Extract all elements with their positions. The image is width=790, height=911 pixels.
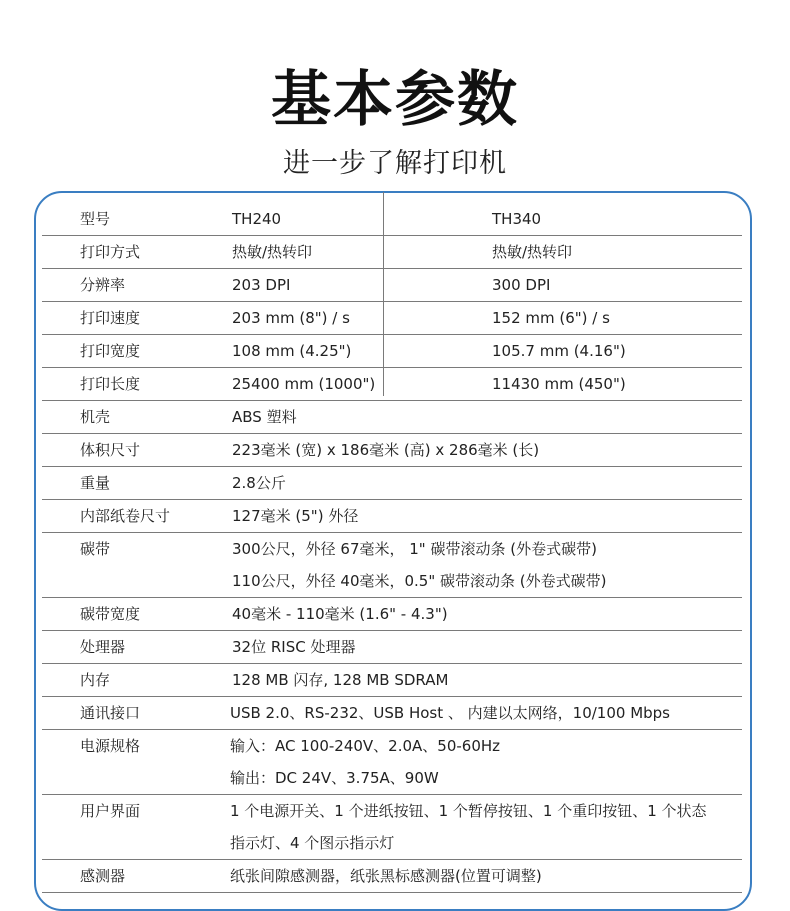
spec-value: 2.8公斤 xyxy=(232,474,286,492)
spec-label: 重量 xyxy=(80,474,111,492)
spec-row-weight xyxy=(42,467,742,500)
spec-value-th340: TH340 xyxy=(492,210,542,228)
spec-label: 内存 xyxy=(80,671,111,689)
spec-row-print-width xyxy=(42,335,742,368)
page-title: 基本参数 xyxy=(271,65,519,135)
spec-value-th240: TH240 xyxy=(232,210,282,228)
spec-label: 型号 xyxy=(80,210,111,228)
spec-value-th340: 152 mm (6") / s xyxy=(492,309,610,327)
page-subtitle: 进一步了解打印机 xyxy=(283,148,507,179)
spec-value: 127毫米 (5") 外径 xyxy=(232,507,359,525)
spec-label: 碳带 xyxy=(80,540,111,558)
spec-value-line2: 指示灯、4 个图示指示灯 xyxy=(230,834,395,852)
spec-value-th340: 300 DPI xyxy=(492,276,551,294)
spec-row-print-method xyxy=(42,236,742,269)
spec-value-line1: 输入：AC 100-240V、2.0A、50-60Hz xyxy=(230,737,501,755)
spec-value: 128 MB 闪存, 128 MB SDRAM xyxy=(232,671,449,689)
spec-value-line1: 300公尺，外径 67毫米， 1" 碳带滚动条 (外卷式碳带) xyxy=(232,540,597,558)
spec-row-ribbon xyxy=(42,533,742,598)
spec-label: 打印方式 xyxy=(80,243,141,261)
spec-row-model xyxy=(42,203,742,236)
spec-value: USB 2.0、RS-232、USB Host 、 内建以太网络，10/100 Mbps xyxy=(230,704,670,722)
spec-row-sensors xyxy=(42,860,742,893)
spec-value: 纸张间隙感测器，纸张黑标感测器(位置可调整) xyxy=(230,867,542,885)
spec-row-print-length xyxy=(42,368,742,401)
spec-label: 用户界面 xyxy=(80,802,141,820)
spec-label: 通讯接口 xyxy=(80,704,141,722)
spec-label: 电源规格 xyxy=(80,737,141,755)
spec-value-line1: 1 个电源开关、1 个进纸按钮、1 个暂停按钮、1 个重印按钮、1 个状态 xyxy=(230,802,707,820)
spec-value-th340: 11430 mm (450") xyxy=(492,375,626,393)
spec-label: 内部纸卷尺寸 xyxy=(80,507,171,525)
spec-value: 32位 RISC 处理器 xyxy=(232,638,356,656)
spec-row-processor xyxy=(42,631,742,664)
spec-value-line2: 输出：DC 24V、3.75A、90W xyxy=(230,769,439,787)
spec-row-user-interface xyxy=(42,795,742,860)
spec-row-housing xyxy=(42,401,742,434)
spec-row-ribbon-width xyxy=(42,598,742,631)
spec-value-th240: 203 mm (8") / s xyxy=(232,309,350,327)
spec-row-dimensions xyxy=(42,434,742,467)
spec-value-th340: 热敏/热转印 xyxy=(492,243,573,261)
spec-label: 打印速度 xyxy=(80,309,141,327)
spec-value-th240: 25400 mm (1000") xyxy=(232,375,376,393)
spec-row-interface xyxy=(42,697,742,730)
spec-value: 223毫米 (宽) x 186毫米 (高) x 286毫米 (长) xyxy=(232,441,540,459)
spec-label: 处理器 xyxy=(80,638,126,656)
spec-value-line2: 110公尺，外径 40毫米，0.5" 碳带滚动条 (外卷式碳带) xyxy=(232,572,607,590)
spec-label: 机壳 xyxy=(80,408,111,426)
spec-label: 分辨率 xyxy=(80,276,126,294)
spec-label: 碳带宽度 xyxy=(80,605,141,623)
spec-row-inner-roll xyxy=(42,500,742,533)
spec-value-th240: 108 mm (4.25") xyxy=(232,342,352,360)
spec-value-th340: 105.7 mm (4.16") xyxy=(492,342,626,360)
spec-row-power xyxy=(42,730,742,795)
spec-row-print-speed xyxy=(42,302,742,335)
spec-value-th240: 203 DPI xyxy=(232,276,291,294)
spec-row-resolution xyxy=(42,269,742,302)
spec-table xyxy=(42,203,742,893)
spec-row-memory xyxy=(42,664,742,697)
spec-label: 打印长度 xyxy=(80,375,141,393)
spec-value-th240: 热敏/热转印 xyxy=(232,243,313,261)
spec-label: 体积尺寸 xyxy=(80,441,141,459)
spec-label: 打印宽度 xyxy=(80,342,141,360)
spec-label: 感测器 xyxy=(80,867,126,885)
spec-value: ABS 塑料 xyxy=(232,408,297,426)
spec-value: 40毫米 - 110毫米 (1.6" - 4.3") xyxy=(232,605,448,623)
